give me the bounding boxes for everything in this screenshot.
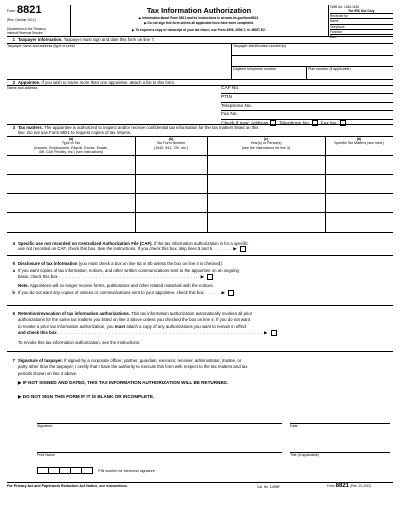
line1-header: 1 Taxpayer information. Taxpayer must sign and date this form on line 7.	[12, 37, 155, 42]
omb-number: OMB No. 1545-1165	[330, 5, 359, 9]
line5-block: 5 Disclosure of tax information (you must check a box on line 5a or 5b unless the box on line 4 is checked): a If you want copies of tax information, notices, and other written communications sent to the appointee on an ongoing basis, check this box . . . . . . . . . . . . . . . . . . . . . . . . . . . . . . . . . . . . . . . . . . ▶ Note. Appointees will no longer receive forms, publications and other related materials with the notices. b If you do not want any copies of notices or communications sent to your appointee, check this box . . . . . ▶	[12, 261, 239, 295]
line6-block: 6 Retention/revocation of tax information authorizations. This tax information authorization automatically revokes all prior authorizations for the same tax matters you listed on line 3 above unless you checked the box on line 4. If you do not want to revoke a prior tax information authorization, you must attach a copy of any authorizations you want to remain in effect and check this box . . . . . . . . . . . . . . . . . . . . . . . . . . . . . . . . . . . . . . . . . . . . . . . . . . . . . . . . . . . . . ▶ To revoke this tax information authorization, see the instructions.	[7, 311, 393, 346]
irs-function-field[interactable]: Function	[330, 30, 393, 35]
irs-name-field[interactable]: Name	[330, 19, 393, 24]
print-name-label: Print Name	[37, 453, 55, 457]
line7-block: 7 Signature of taxpayer. If signed by a corporate officer, partner, guardian, executor, receiver, administrator, trustee, or party other than the taxpayer, I certify that I have the authority to execute this form with respect to the tax matters and tax periods shown on line 3 above.	[12, 358, 248, 376]
appointee-fax-field[interactable]: Fax No.	[221, 111, 393, 120]
pin-label: PIN number for electronic signature	[98, 468, 155, 473]
privacy-notice: For Privacy Act and Paperwork Reduction Act Notice, see instructions.	[7, 484, 128, 488]
pin-row	[37, 467, 155, 474]
col-a-header: (a) Type of Tax (Income, Employment, Payroll, Excise, Estate, Gift, Civil Penalty, etc.) (see instructions)	[34, 137, 108, 155]
appointee-details	[221, 85, 393, 128]
irs-date-field[interactable]: Date	[330, 35, 337, 40]
line2-header: 2 Appointee. If you wish to name more than one appointee, attach a list to this form.	[12, 80, 176, 85]
check-if-new-row: Check if new: Address Telephone No. Fax No.	[221, 120, 393, 128]
form-number: 8821	[17, 4, 42, 16]
tax-matters-row[interactable]	[7, 174, 393, 175]
instruction-line-2: ▶ Do not sign this form unless all applicable lines have been completed.	[144, 21, 254, 25]
warning-not-signed: ▶ IF NOT SIGNED AND DATED, THIS TAX INFORMATION AUTHORIZATION WILL BE RETURNED.	[18, 380, 228, 385]
line6-checkbox[interactable]	[271, 330, 277, 336]
warning-blank: ▶ DO NOT SIGN THIS FORM IF IT IS BLANK OR INCOMPLETE.	[18, 394, 155, 399]
appointee-telephone-field[interactable]: Telephone No.	[221, 103, 393, 112]
appointee-name-field[interactable]: Name and address	[7, 86, 38, 90]
tax-matters-row[interactable]	[7, 193, 393, 194]
pin-box[interactable]	[60, 467, 71, 474]
pin-box[interactable]	[49, 467, 60, 474]
taxpayer-name-field[interactable]: Taxpayer name and address (type or print)	[7, 44, 75, 48]
pin-box[interactable]	[71, 467, 82, 474]
form-page	[7, 5, 393, 513]
form-title: Tax Information Authorization	[146, 6, 252, 15]
title-label: Title (if applicable)	[290, 453, 320, 457]
form-revision: (Rev. October 2012)	[7, 18, 36, 22]
pin-box[interactable]	[37, 467, 49, 474]
footer-form-id: Form 8821 (Rev. 10-2012)	[327, 483, 372, 489]
form-label: Form	[7, 9, 16, 13]
catalog-number: Cat. No. 11596P	[257, 485, 281, 489]
plan-number-field[interactable]: Plan number (if applicable)	[308, 67, 351, 71]
line3-header: 3 Tax matters. The appointee is authorized to inspect and/or receive confidential tax information for the tax matters listed on this line. Do not use Form 8821 to request copies of tax returns.	[12, 125, 259, 136]
line5a-checkbox[interactable]	[207, 274, 213, 280]
signature-label: Signature	[37, 424, 53, 428]
line4-block: 4 Specific use not recorded on Centralized Authorization File (CAF). If the tax information authorization is for a specific use not recorded on CAF, check this box. See the instructions. If you check this box, skip lines 5 and 6 . . . . . . ▶	[12, 241, 249, 252]
col-c-header: (c) Year(s) or Period(s) (see the instructions for line 3)	[241, 137, 291, 150]
ptin-field[interactable]: PTIN	[221, 94, 393, 103]
irs-use-box	[330, 5, 393, 39]
instruction-line-1: ▶ Information about Form 8821 and its instructions is at www.irs.gov/form8821.	[138, 16, 260, 20]
line5b-checkbox[interactable]	[228, 290, 234, 296]
date-label: Date	[290, 424, 298, 428]
pin-box[interactable]	[82, 467, 93, 474]
received-by-label: Received by:	[330, 14, 393, 19]
tax-matters-row[interactable]	[7, 212, 393, 213]
caf-number-field[interactable]: CAF No.	[221, 85, 393, 94]
irs-use-label: For IRS Use Only	[330, 9, 393, 14]
signature-line[interactable]	[37, 423, 282, 424]
col-b-header: (b) Tax Form Number (1040, 941, 720, etc.)	[153, 137, 189, 150]
daytime-phone-field[interactable]: Daytime telephone number	[233, 67, 277, 71]
date-line[interactable]	[290, 423, 390, 424]
instruction-line-3: ▶ To request a copy or transcript of your tax return, use Form 4506, 4506-T, or 4506T-EZ.	[132, 28, 266, 32]
print-name-line[interactable]	[37, 452, 282, 453]
line4-checkbox[interactable]	[240, 246, 246, 252]
irs-telephone-field[interactable]: Telephone	[330, 25, 393, 30]
col-d-header: (d) Specific Tax Matters (see instr.)	[334, 137, 384, 146]
agency: Internal Revenue Service	[7, 31, 43, 35]
taxpayer-id-field[interactable]: Taxpayer identification number(s)	[233, 44, 286, 48]
department: Department of the Treasury	[7, 27, 46, 31]
